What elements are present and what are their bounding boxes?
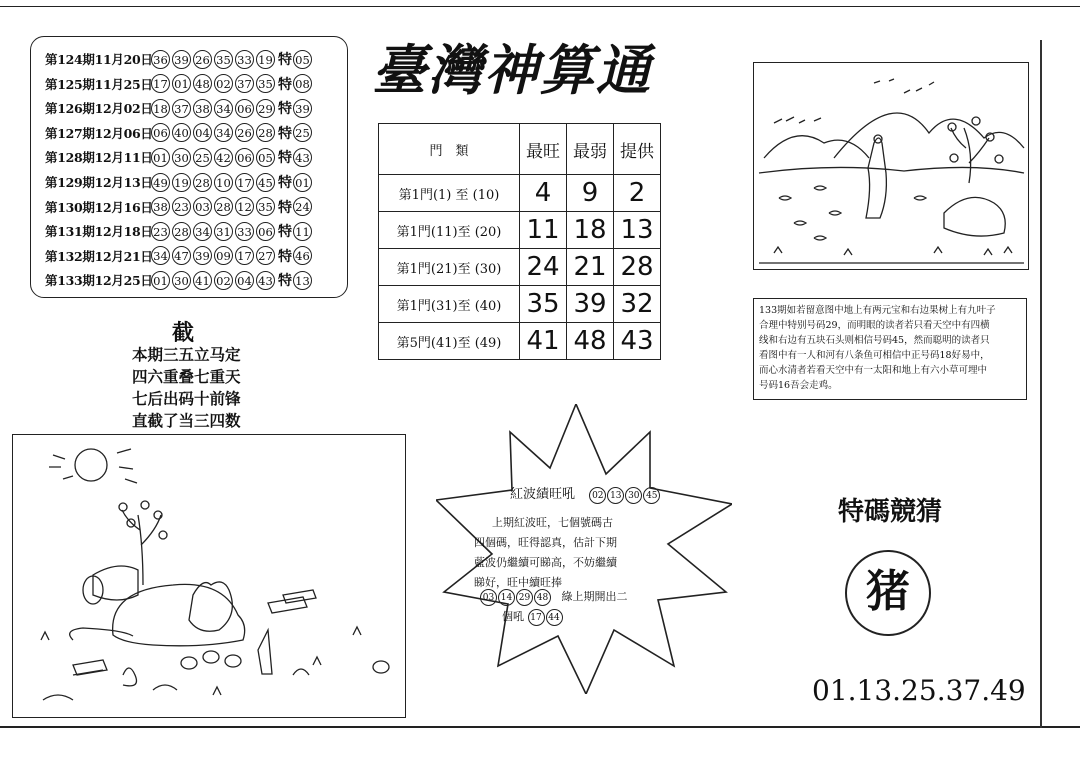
star-green-row (480, 588, 628, 606)
draw-history-row (45, 122, 314, 144)
draw-ball: 33 (235, 50, 254, 69)
poem-line: 直截了当三四数 (132, 411, 241, 430)
cat-scene-drawing (13, 435, 404, 716)
door-cell: 32 (614, 286, 661, 323)
draw-ball: 39 (193, 246, 212, 265)
draw-ball: 37 (172, 99, 191, 118)
draw-ball: 34 (151, 246, 170, 265)
explanation-line: 而心水清者若看天空中有一太阳和地上有六小草可埋中 (759, 365, 988, 376)
draw-ball: 03 (193, 197, 212, 216)
draw-ball: 26 (235, 123, 254, 142)
draw-ball: 35 (256, 74, 275, 93)
draw-ball: 30 (172, 148, 191, 167)
special-label: 特 (278, 175, 292, 191)
draw-period: 第129期12月13日 (45, 175, 153, 190)
draw-ball: 43 (256, 271, 275, 290)
draw-ball: 30 (172, 271, 191, 290)
star-title: 紅波績旺吼 (510, 487, 576, 502)
door-table (378, 123, 661, 360)
door-cell: 11 (520, 212, 567, 249)
page-bottom-edge (0, 726, 1080, 728)
draw-history-row (45, 171, 314, 193)
draw-ball: 38 (151, 197, 170, 216)
star-title-row (510, 483, 661, 504)
star-tail-ball: 17 (528, 609, 545, 626)
door-cell: 43 (614, 323, 661, 360)
special-label: 特 (278, 199, 292, 216)
poem (132, 344, 241, 432)
door-row-label: 第1門(31)至 (40) (379, 286, 520, 323)
draw-ball: 34 (214, 99, 233, 118)
zodiac-animal: 猪 (866, 566, 910, 617)
draw-period: 第133期12月25日 (45, 273, 153, 289)
draw-ball: 26 (193, 50, 212, 69)
riddle-explanation (753, 298, 1027, 400)
explanation-line: 合理中特别号码29，而明眼的读者若只看天空中有四横 (759, 320, 990, 331)
star-green-ball: 29 (516, 589, 533, 606)
special-ball: 08 (293, 74, 312, 93)
door-cell: 35 (520, 286, 567, 323)
draw-history-row (45, 73, 314, 95)
door-cell: 9 (567, 175, 614, 212)
star-green-ball: 03 (480, 589, 497, 606)
special-label: 特 (278, 125, 292, 142)
star-line: 四個碼，旺得認真，估計下期 (474, 536, 617, 549)
door-table-header (379, 124, 661, 175)
special-label: 特 (278, 273, 292, 290)
draw-history-row (45, 146, 314, 168)
poem-line: 四六重叠七重天 (132, 367, 241, 386)
draw-period: 第125期11月25日 (45, 76, 153, 92)
draw-ball: 04 (235, 271, 254, 290)
draw-ball: 06 (235, 148, 254, 167)
draw-history-row (45, 220, 314, 242)
special-label: 特 (278, 76, 292, 93)
draw-ball: 38 (193, 99, 212, 118)
special-label: 特 (278, 101, 292, 118)
draw-ball: 06 (235, 99, 254, 118)
draw-ball: 04 (193, 123, 212, 142)
door-row (379, 212, 661, 249)
special-ball: 01 (293, 173, 312, 192)
special-ball: 05 (293, 50, 312, 69)
zodiac-animal-circle (845, 550, 931, 636)
explanation-line: 线和右边有五块石头则相信号码45，然而聪明的读者只 (759, 335, 990, 346)
draw-ball: 29 (256, 99, 275, 118)
explanation-line: 看图中有一人和河有八条鱼可相信中正号码18好易中， (759, 350, 990, 361)
draw-period: 第127期12月06日 (45, 125, 153, 141)
draw-period: 第126期12月02日 (45, 101, 153, 117)
draw-ball: 35 (256, 197, 275, 216)
draw-period: 第128期12月11日 (45, 150, 153, 166)
draw-ball: 06 (256, 222, 275, 241)
special-ball: 11 (293, 222, 312, 241)
draw-ball: 35 (214, 50, 233, 69)
draw-history-row (45, 97, 314, 119)
door-cell: 4 (520, 175, 567, 212)
draw-ball: 23 (151, 222, 170, 241)
draw-ball: 28 (172, 222, 191, 241)
special-ball: 39 (293, 99, 312, 118)
door-cell: 18 (567, 212, 614, 249)
door-header-weakest: 最弱 (567, 124, 614, 175)
door-cell: 28 (614, 249, 661, 286)
draw-ball: 45 (256, 173, 275, 192)
page-title: 臺灣神算通 (372, 38, 652, 102)
draw-ball: 28 (256, 123, 275, 142)
draw-ball: 34 (214, 123, 233, 142)
draw-history-row (45, 245, 314, 267)
star-line: 睇好，旺中續旺捧 (474, 576, 562, 589)
door-cell: 21 (567, 249, 614, 286)
door-cell: 24 (520, 249, 567, 286)
door-row (379, 286, 661, 323)
draw-history-box (30, 36, 348, 298)
star-title-ball: 13 (607, 487, 624, 504)
draw-ball: 40 (172, 123, 191, 142)
riddle-illustration-cat (12, 434, 406, 718)
draw-ball: 05 (256, 148, 275, 167)
special-label: 特 (278, 248, 292, 265)
door-row (379, 323, 661, 360)
poem-line: 七后出码十前锋 (132, 389, 241, 408)
star-green-text: 綠上期開出二 (561, 590, 628, 603)
draw-ball: 33 (235, 222, 254, 241)
star-line: 上期紅波旺，七個號碼古 (492, 516, 613, 529)
draw-ball: 31 (214, 222, 233, 241)
draw-ball: 41 (193, 271, 212, 290)
draw-period: 第130期12月16日 (45, 199, 153, 215)
star-green-ball: 14 (498, 589, 515, 606)
star-line: 藍波仍繼續可睇高，不妨繼續 (474, 556, 617, 569)
door-header-provided: 提供 (614, 124, 661, 175)
explanation-line: 号码16吾会走鸡。 (759, 380, 838, 391)
explanation-line: 133期如若留意图中地上有两元宝和右边果树上有九叶子 (759, 305, 996, 316)
draw-ball: 06 (151, 123, 170, 142)
draw-ball: 12 (235, 197, 254, 216)
draw-ball: 49 (151, 173, 170, 192)
special-ball: 43 (293, 148, 312, 167)
draw-ball: 27 (256, 246, 275, 265)
poem-title: 截 (172, 320, 195, 346)
door-row-label: 第1門(21)至 (30) (379, 249, 520, 286)
star-green-ball: 48 (534, 589, 551, 606)
door-header-category: 門 類 (379, 124, 520, 175)
draw-ball: 19 (172, 173, 191, 192)
draw-ball: 36 (151, 50, 170, 69)
door-row (379, 249, 661, 286)
draw-ball: 17 (235, 246, 254, 265)
draw-ball: 09 (214, 246, 233, 265)
draw-ball: 18 (151, 99, 170, 118)
draw-history-row (45, 269, 314, 291)
star-title-ball: 02 (589, 487, 606, 504)
draw-ball: 23 (172, 197, 191, 216)
door-header-hottest: 最旺 (520, 124, 567, 175)
door-row-label: 第1門(11)至 (20) (379, 212, 520, 249)
special-ball: 46 (293, 246, 312, 265)
special-ball: 13 (293, 271, 312, 290)
draw-ball: 37 (235, 74, 254, 93)
door-cell: 39 (567, 286, 614, 323)
special-label: 特 (278, 224, 292, 241)
draw-ball: 19 (256, 50, 275, 69)
riddle-illustration-river (753, 62, 1029, 270)
special-label: 特 (278, 52, 292, 68)
draw-history-row (45, 48, 314, 70)
guess-numbers: 01.13.25.37.49 (812, 674, 1026, 707)
door-cell: 41 (520, 323, 567, 360)
door-cell: 13 (614, 212, 661, 249)
draw-ball: 47 (172, 246, 191, 265)
special-guess-title: 特碼競猜 (838, 497, 943, 527)
draw-ball: 17 (151, 74, 170, 93)
draw-ball: 39 (172, 50, 191, 69)
draw-ball: 25 (193, 148, 212, 167)
special-label: 特 (278, 150, 292, 167)
star-title-ball: 45 (643, 487, 660, 504)
draw-ball: 10 (214, 173, 233, 192)
door-row-label: 第1門(1) 至 (10) (379, 175, 520, 212)
draw-ball: 01 (151, 271, 170, 290)
special-ball: 25 (293, 123, 312, 142)
river-scene-drawing (754, 63, 1027, 268)
draw-ball: 02 (214, 271, 233, 290)
draw-ball: 17 (235, 173, 254, 192)
draw-ball: 01 (151, 148, 170, 167)
draw-period: 第124期11月20日 (45, 52, 153, 67)
door-row (379, 175, 661, 212)
draw-ball: 34 (193, 222, 212, 241)
door-cell: 2 (614, 175, 661, 212)
draw-ball: 02 (214, 74, 233, 93)
page-top-edge (0, 0, 1080, 7)
star-tail-row (502, 608, 564, 626)
star-tail-prefix: 個吼 (502, 610, 524, 623)
draw-history-row (45, 196, 314, 218)
draw-ball: 42 (214, 148, 233, 167)
draw-period: 第131期12月18日 (45, 224, 153, 240)
draw-period: 第132期12月21日 (45, 248, 153, 264)
poem-line: 本期三五立马定 (132, 345, 241, 364)
special-ball: 24 (293, 197, 312, 216)
door-cell: 48 (567, 323, 614, 360)
draw-ball: 01 (172, 74, 191, 93)
star-title-ball: 30 (625, 487, 642, 504)
star-tail-ball: 44 (546, 609, 563, 626)
draw-ball: 28 (214, 197, 233, 216)
page-right-edge (1040, 40, 1042, 728)
door-row-label: 第5門(41)至 (49) (379, 323, 520, 360)
draw-ball: 48 (193, 74, 212, 93)
draw-ball: 28 (193, 173, 212, 192)
